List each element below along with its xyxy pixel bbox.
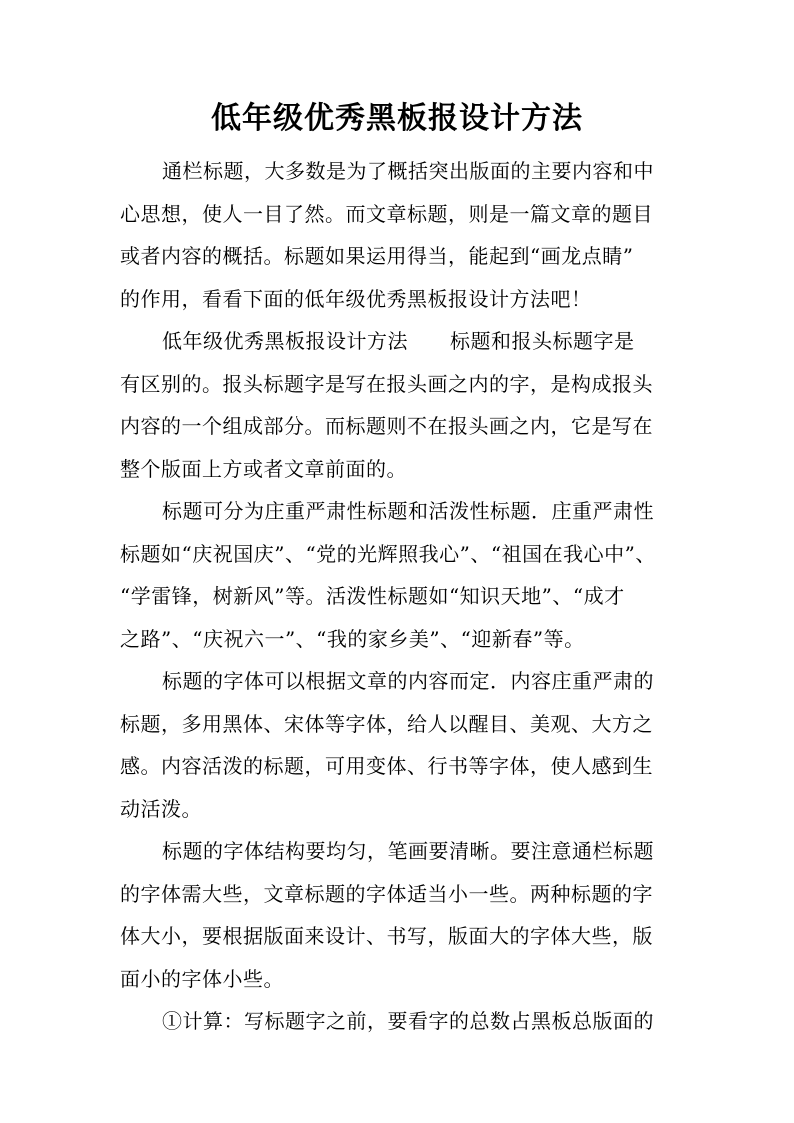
paragraph-5-line-3: 体大小，要根据版面来设计、书写，版面大的字体大些，版 (120, 924, 653, 948)
paragraph-4-line-3: 感。内容活泼的标题，可用变体、行书等字体，使人感到生 (120, 754, 653, 778)
paragraph-3-line-1: 标题可分为庄重严肃性标题和活泼性标题．庄重严肃性 (162, 499, 654, 523)
paragraph-2-line-2: 有区别的。报头标题字是写在报头画之内的字，是构成报头 (120, 371, 653, 396)
paragraph-5-line-4: 面小的字体小些。 (120, 966, 284, 991)
paragraph-2-heading: 低年级优秀黑板报设计方法 (162, 329, 408, 353)
paragraph-3-line-2: 标题如“庆祝国庆”、“党的光辉照我心”、“祖国在我心中”、 (120, 541, 656, 566)
document-body (120, 150, 680, 1043)
paragraph-4-line-1: 标题的字体可以根据文章的内容而定．内容庄重严肃的 (162, 669, 654, 693)
paragraph-1-line-1: 通栏标题，大多数是为了概括突出版面的主要内容和中 (162, 159, 654, 183)
paragraph-1-line-2: 心思想，使人一目了然。而文章标题，则是一篇文章的题目 (120, 201, 653, 226)
paragraph-2-text: 标题和报头标题字是 (450, 329, 635, 353)
paragraph-2-line-3: 内容的一个组成部分。而标题则不在报头画之内，它是写在 (120, 414, 653, 438)
paragraph-4-line-4: 动活泼。 (120, 796, 202, 821)
paragraph-6-line-1: ①计算：写标题字之前，要看字的总数占黑板总版面的 (162, 1009, 654, 1033)
paragraph-2-line-4: 整个版面上方或者文章前面的。 (120, 456, 407, 481)
paragraph-1-line-3: 或者内容的概括。标题如果运用得当，能起到“画龙点睛” (120, 244, 634, 268)
document-title: 低年级优秀黑板报设计方法 (211, 101, 583, 136)
paragraph-3-line-3: “学雷锋，树新风”等。活泼性标题如“知识天地”、“成才 (120, 584, 625, 608)
paragraph-4-line-2: 标题，多用黑体、宋体等字体，给人以醒目、美观、大方之 (120, 711, 653, 736)
paragraph-5-line-1: 标题的字体结构要均匀，笔画要清晰。要注意通栏标题 (162, 839, 654, 863)
paragraph-5-line-2: 的字体需大些，文章标题的字体适当小一些。两种标题的字 (120, 881, 653, 906)
paragraph-3-line-4: 之路”、“庆祝六一”、“我的家乡美”、“迎新春”等。 (120, 626, 585, 651)
paragraph-1-line-4: 的作用，看看下面的低年级优秀黑板报设计方法吧！ (120, 286, 592, 311)
paragraph-2-line-1 (120, 320, 680, 363)
